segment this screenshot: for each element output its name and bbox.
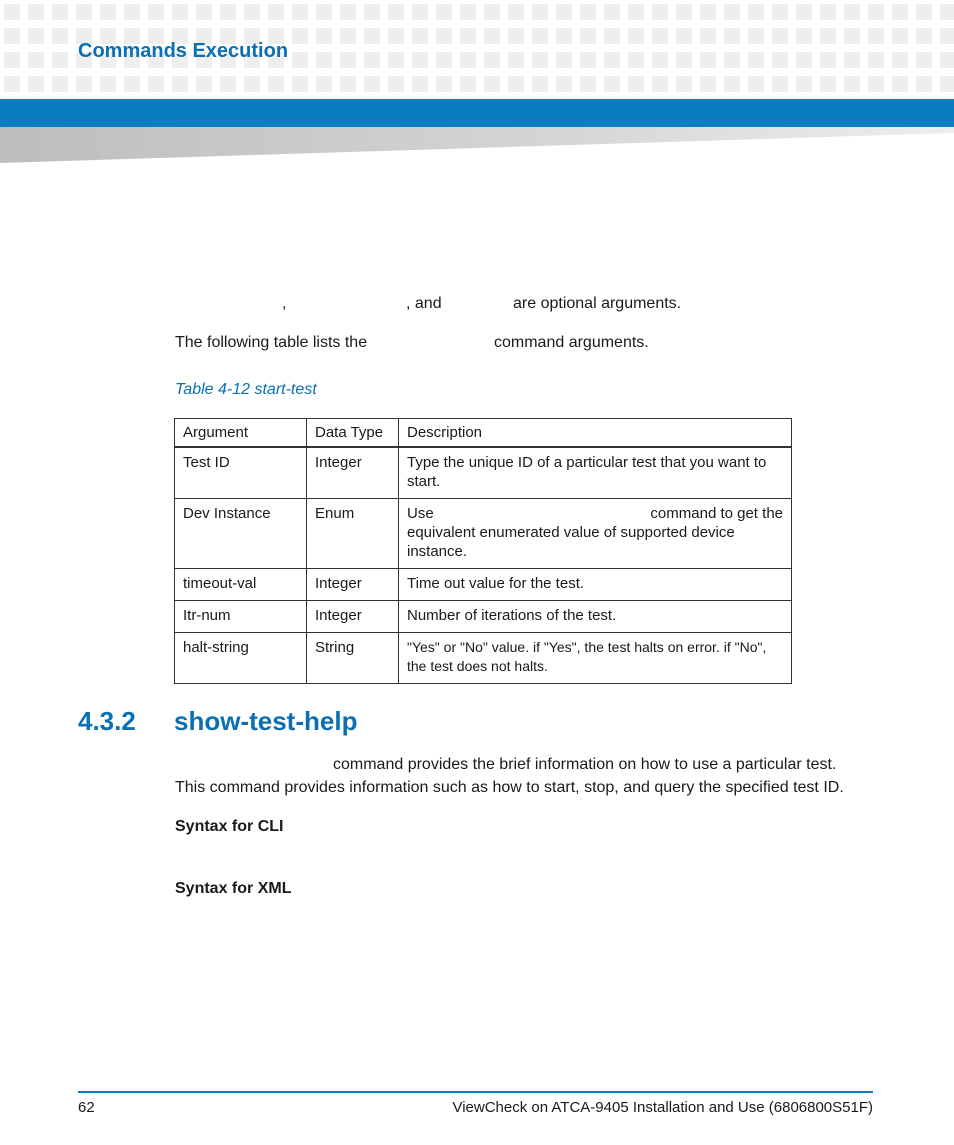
table-row [175,633,792,684]
pattern-square [76,4,92,20]
section-title: show-test-help [174,706,358,736]
pattern-square [604,76,620,92]
pattern-square [4,52,20,68]
pattern-square [580,4,596,20]
pattern-square [556,4,572,20]
syntax-xml-heading: Syntax for XML [175,880,292,897]
pattern-square [292,76,308,92]
table-row [175,569,792,601]
pattern-square [892,52,908,68]
document-title: ViewCheck on ATCA-9405 Installation and Use (6806800S51F) [452,1099,873,1116]
pattern-square [388,28,404,44]
pattern-square [484,4,500,20]
pattern-square [412,4,428,20]
cell-type: Integer [307,569,399,601]
pattern-square [316,52,332,68]
pattern-square [532,28,548,44]
pattern-square [940,4,954,20]
pattern-square [124,76,140,92]
intro-separator-1: , [282,295,287,312]
pattern-square [604,28,620,44]
pattern-square [700,4,716,20]
pattern-square [652,4,668,20]
table-caption: Table 4-12 start-test [175,381,317,398]
pattern-square [4,28,20,44]
pattern-square [844,28,860,44]
pattern-square [28,4,44,20]
pattern-square [604,4,620,20]
table-row [175,499,792,569]
pattern-square [148,76,164,92]
pattern-square [892,28,908,44]
pattern-square [52,28,68,44]
pattern-square [532,4,548,20]
pattern-square [844,76,860,92]
pattern-square [580,28,596,44]
pattern-square [772,28,788,44]
pattern-square [508,4,524,20]
pattern-square [556,28,572,44]
pattern-square [364,4,380,20]
pattern-square [436,52,452,68]
pattern-square [460,4,476,20]
pattern-square [508,52,524,68]
cell-description-command: command to get the [650,505,783,522]
table-header-row [175,419,792,448]
pattern-square [100,4,116,20]
pattern-square [436,76,452,92]
pattern-square [484,52,500,68]
cell-description-use: Use [407,505,434,522]
pattern-square [676,52,692,68]
intro-table-lead: The following table lists the [175,334,368,351]
pattern-square [748,52,764,68]
pattern-square [676,76,692,92]
pattern-square [268,76,284,92]
pattern-square [292,28,308,44]
pattern-square [460,28,476,44]
pattern-square [412,28,428,44]
pattern-square [196,4,212,20]
pattern-square [844,52,860,68]
cell-type: String [307,633,399,684]
pattern-square [340,76,356,92]
pattern-square [700,76,716,92]
pattern-square [52,76,68,92]
pattern-square [340,4,356,20]
cell-argument: Dev Instance [175,499,307,569]
pattern-square [892,4,908,20]
cell-type: Integer [307,447,399,499]
pattern-square [436,4,452,20]
pattern-square [508,28,524,44]
pattern-square [292,4,308,20]
pattern-square [388,4,404,20]
page-number: 62 [78,1099,95,1116]
pattern-square [652,28,668,44]
pattern-square [28,28,44,44]
header-argument: Argument [175,419,307,448]
pattern-square [868,52,884,68]
pattern-square [484,28,500,44]
pattern-square [796,76,812,92]
pattern-square [364,76,380,92]
pattern-square [796,28,812,44]
pattern-square [292,52,308,68]
pattern-square [892,76,908,92]
pattern-square [4,4,20,20]
cell-type: Enum [307,499,399,569]
pattern-square [556,52,572,68]
pattern-square [172,76,188,92]
pattern-square [796,52,812,68]
pattern-square [268,4,284,20]
section-paragraph-line2: This command provides information such as how to start, stop, and query the specified test ID. [175,779,844,796]
cell-argument: timeout-val [175,569,307,601]
table-row [175,601,792,633]
pattern-square [844,4,860,20]
pattern-square [676,4,692,20]
pattern-square [724,4,740,20]
pattern-square [388,52,404,68]
pattern-square [244,4,260,20]
pattern-square [52,52,68,68]
pattern-square [820,4,836,20]
pattern-square [940,76,954,92]
table-row [175,447,792,499]
pattern-square [796,4,812,20]
pattern-square [724,76,740,92]
intro-optional-text: are optional arguments. [513,295,682,312]
pattern-square [340,28,356,44]
pattern-square [244,76,260,92]
pattern-square [412,52,428,68]
pattern-square [676,28,692,44]
pattern-square [580,76,596,92]
pattern-square [388,76,404,92]
pattern-square [316,4,332,20]
pattern-square [772,4,788,20]
header-data-type: Data Type [307,419,399,448]
pattern-square [508,76,524,92]
pattern-square [100,76,116,92]
syntax-cli-heading: Syntax for CLI [175,818,284,835]
pattern-square [532,52,548,68]
pattern-square [700,52,716,68]
pattern-square [772,76,788,92]
cell-argument: Test ID [175,447,307,499]
pattern-square [652,52,668,68]
pattern-square [748,76,764,92]
pattern-square [364,28,380,44]
pattern-square [820,76,836,92]
pattern-square [940,28,954,44]
cell-type: Integer [307,601,399,633]
pattern-square [628,52,644,68]
section-paragraph-line1: command provides the brief information on how to use a particular test. [333,756,837,773]
pattern-square [868,28,884,44]
pattern-square [628,28,644,44]
pattern-square [724,52,740,68]
pattern-square [556,76,572,92]
pattern-square [916,4,932,20]
pattern-square [820,28,836,44]
pattern-square [316,76,332,92]
pattern-square [940,52,954,68]
pattern-square [52,4,68,20]
section-number: 4.3.2 [78,706,136,736]
pattern-square [28,76,44,92]
pattern-square [436,28,452,44]
pattern-square [604,52,620,68]
pattern-square [868,4,884,20]
pattern-square [196,76,212,92]
pattern-square [748,4,764,20]
footer-rule [78,1091,873,1093]
intro-and: , and [406,295,442,312]
pattern-square [700,28,716,44]
cell-description-rest: equivalent enumerated value of supported device instance. [407,524,735,560]
cell-description: Number of iterations of the test. [399,601,792,633]
cell-description: "Yes" or "No" value. if "Yes", the test halts on error. if "No", the test does not halts. [399,633,792,684]
pattern-square [172,4,188,20]
pattern-square [748,28,764,44]
pattern-square [484,76,500,92]
cell-description: Type the unique ID of a particular test that you want to start. [399,447,792,499]
pattern-square [460,76,476,92]
header-gray-swoosh [0,127,954,163]
cell-description: Time out value for the test. [399,569,792,601]
pattern-square [868,76,884,92]
header-blue-bar [0,99,954,127]
pattern-square [76,76,92,92]
pattern-square [916,28,932,44]
cell-argument: Itr-num [175,601,307,633]
pattern-square [532,76,548,92]
pattern-square [772,52,788,68]
pattern-square [916,76,932,92]
pattern-square [652,76,668,92]
pattern-square [316,28,332,44]
pattern-square [340,52,356,68]
pattern-square [148,4,164,20]
header-description: Description [399,419,792,448]
running-header-title: Commands Execution [78,40,289,62]
intro-table-lead-end: command arguments. [494,334,649,351]
pattern-square [628,4,644,20]
arguments-table [174,418,792,684]
pattern-square [364,52,380,68]
pattern-square [220,76,236,92]
pattern-square [724,28,740,44]
pattern-square [124,4,140,20]
pattern-square [820,52,836,68]
pattern-square [220,4,236,20]
pattern-square [4,76,20,92]
pattern-square [580,52,596,68]
pattern-square [460,52,476,68]
pattern-square [916,52,932,68]
pattern-square [628,76,644,92]
cell-argument: halt-string [175,633,307,684]
pattern-square [28,52,44,68]
cell-description [399,499,792,569]
pattern-square [412,76,428,92]
